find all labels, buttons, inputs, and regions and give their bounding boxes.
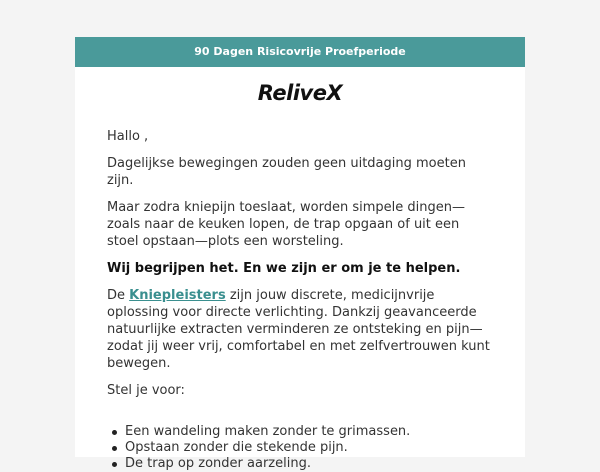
benefit-list — [107, 424, 493, 472]
paragraph-problem: Maar zodra kniepijn toeslaat, worden simpele dingen—zoals naar de keuken lopen, de trap opgaan of uit een stoel opstaan—plots een worsteling. — [107, 200, 466, 249]
paragraph-empathy: Wij begrijpen het. En we zijn er om je te helpen. — [107, 261, 461, 276]
list-item — [125, 456, 493, 472]
promo-banner: 90 Dagen Risicovrije Proefperiode — [75, 37, 525, 67]
product-link[interactable]: Kniepleisters — [129, 288, 226, 303]
spacer — [107, 399, 493, 424]
paragraph-intro: Dagelijkse bewegingen zouden geen uitdaging moeten zijn. — [107, 156, 466, 188]
list-item — [125, 424, 493, 440]
list-item-text: Een wandeling maken zonder te grimassen. — [125, 424, 411, 439]
product-prefix: De — [107, 288, 130, 303]
list-item-text: Opstaan zonder die stekende pijn. — [125, 440, 348, 455]
greeting-text: Hallo , — [107, 129, 149, 144]
brand-logo[interactable]: ReliveX — [257, 81, 343, 105]
email-container — [75, 37, 525, 471]
paragraph-imagine: Stel je voor: — [107, 383, 185, 398]
list-item-text: De trap op zonder aarzeling. — [125, 456, 311, 471]
bullet-icon — [112, 430, 117, 435]
bullet-icon — [112, 446, 117, 451]
list-item — [125, 440, 493, 456]
product-description: zijn jouw discrete, medicijnvrije oplossing voor directe verlichting. Dankzij geavanceerde natuurlijke extracten verminderen ze ontsteking en pijn—zodat jij weer vrij, comfortabel en met zelfvertrouwen kunt bewegen. — [107, 288, 490, 371]
email-body — [75, 128, 525, 472]
bullet-icon — [112, 462, 117, 467]
paragraph-product — [107, 287, 493, 372]
